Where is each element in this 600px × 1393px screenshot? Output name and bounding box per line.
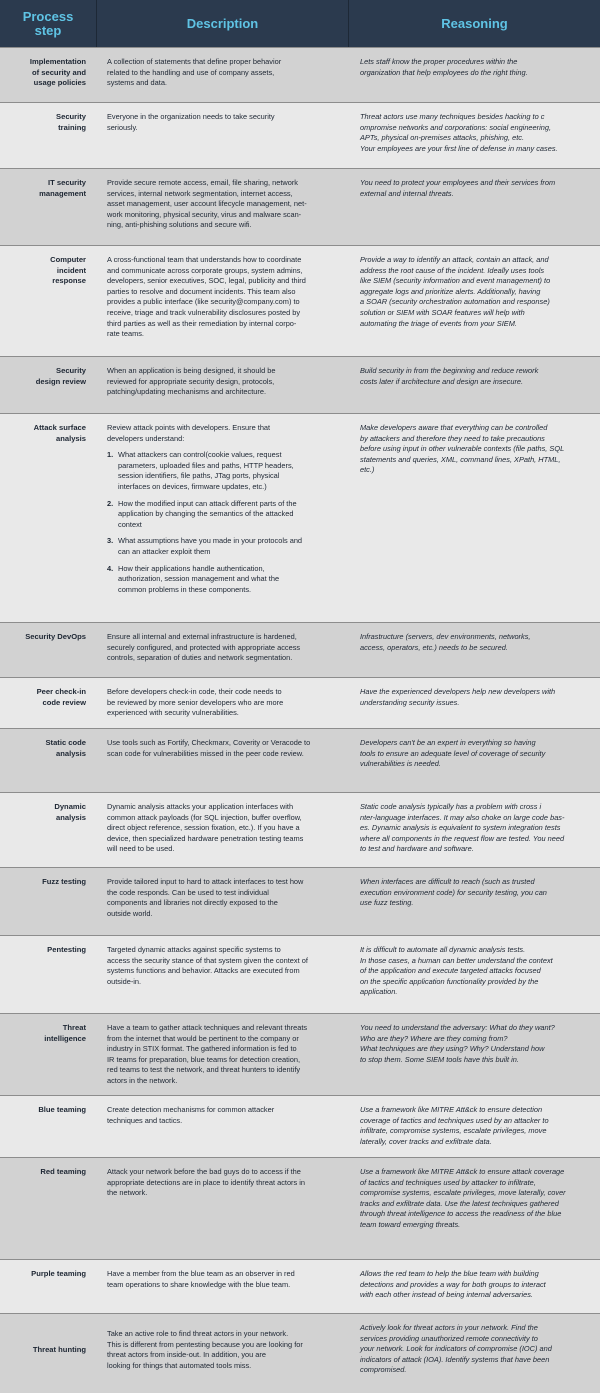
table-row: [0, 867, 600, 935]
reasoning-cell: Allows the red team to help the blue team with building detections and provides a way for both groups to interact with each other instead of being internal adversaries.: [360, 1269, 546, 1300]
row-divider: [0, 622, 600, 623]
description-cell: [107, 1329, 345, 1371]
list-item: [107, 536, 345, 557]
description-cell: [107, 255, 345, 340]
table-row: [0, 677, 600, 728]
row-divider: [0, 413, 600, 414]
description-text: A collection of statements that define proper behavior related to the handling and use of company assets, systems and data.: [107, 57, 282, 88]
header-process-step: Process step: [22, 8, 74, 38]
table-row: [0, 728, 600, 792]
description-text: Use tools such as Fortify, Checkmarx, Coverity or Veracode to scan code for vulnerabilities missed in the peer code review.: [107, 738, 311, 758]
header-divider: [96, 0, 97, 47]
description-cell: [107, 112, 345, 133]
description-cell: [107, 877, 345, 919]
reasoning-cell: Actively look for threat actors in your network. Find the services providing unauthorized remote connectivity to your network. Look for indicators of compromise (IOC) and indicators of attack (IOA). Identify systems that have been compromised.: [360, 1323, 552, 1375]
description-text: Have a team to gather attack techniques and relevant threats from the internet that would be pertinent to the company or industry in STIX format. The gathered information is fed to IR teams for preparation, blue teams for detection creation, red teams to test the network, and threat hunters to identify actors in the network.: [107, 1023, 308, 1085]
description-text: Targeted dynamic attacks against specific systems to access the security stance of that system given the context of systems functions and behavior. Attacks are executed from outside-in.: [107, 945, 308, 986]
reasoning-cell: Make developers aware that everything can be controlled by attackers and therefore they need to take precautions before using input in other vulnerable contexts (file paths, SQL statements and queries, XML, command lines, XPath, HTML, etc.): [360, 423, 565, 475]
process-step-cell: Threat hunting: [32, 1345, 86, 1354]
table-row: [0, 935, 600, 1013]
description-text: Everyone in the organization needs to take security seriously.: [107, 112, 275, 132]
list-item-text: How their applications handle authentication, authorization, session management and what the common problems in these components.: [118, 563, 280, 594]
table-row: [0, 1013, 600, 1095]
reasoning-cell: You need to protect your employees and their services from external and internal threats.: [360, 178, 556, 198]
row-divider: [0, 1095, 600, 1096]
table-row: [0, 168, 600, 245]
process-step-cell: Static code analysis: [45, 738, 86, 758]
table-row: [0, 102, 600, 168]
table-row: [0, 245, 600, 356]
process-step-cell: Security design review: [35, 366, 86, 386]
description-cell: [107, 1105, 345, 1126]
description-text: Provide secure remote access, email, file sharing, network services, internal network segmentation, internet access, asset management, user account lifecycle management, net- work monitoring, physical security, virus and malware scan- ning, anti-phishing solutions and secure wifi.: [107, 178, 307, 230]
row-divider: [0, 47, 600, 48]
description-text: Take an active role to find threat actors in your network. This is different from pentesting because you are looking for threat actors from inside-out. In addition, you are looking for things that automated tools miss.: [107, 1329, 303, 1370]
description-text: When an application is being designed, it should be reviewed for appropriate security design, protocols, patching/updating mechanisms and architecture.: [107, 366, 276, 397]
row-divider: [0, 1259, 600, 1260]
reasoning-cell: Infrastructure (servers, dev environments, networks, access, operators, etc.) needs to be secured.: [360, 632, 531, 652]
description-cell: [107, 1269, 345, 1290]
description-cell: [107, 366, 345, 398]
process-step-cell: Security training: [56, 112, 86, 132]
description-cell: [107, 802, 345, 855]
row-divider: [0, 102, 600, 103]
table-row: [0, 356, 600, 413]
process-step-cell: Dynamic analysis: [54, 802, 86, 822]
row-divider: [0, 792, 600, 793]
process-step-cell: Threat intelligence: [44, 1023, 86, 1043]
reasoning-cell: Static code analysis typically has a problem with cross i nter-language interfaces. It may also choke on large code bas- es. Dynamic analysis is equivalent to system integration tests where all components in the request flow are tested. You need to test and hardware and software.: [360, 802, 565, 854]
description-cell: [107, 1023, 345, 1087]
row-divider: [0, 867, 600, 868]
row-divider: [0, 245, 600, 246]
process-step-cell: Implementation of security and usage policies: [29, 57, 86, 87]
row-divider: [0, 1157, 600, 1158]
list-item-number: 3.: [107, 536, 114, 546]
reasoning-cell: Build security in from the beginning and reduce rework costs later if architecture and design are insecure.: [360, 366, 539, 386]
list-item-text: What attackers can control(cookie values, request parameters, uploaded files and paths, HTTP headers, session identifiers, file paths, JTag ports, physical interfaces on devices, firmware updates, etc.): [118, 450, 294, 491]
table-header: [0, 0, 600, 47]
row-divider: [0, 356, 600, 357]
table-row: [0, 1157, 600, 1259]
process-step-cell: Pentesting: [47, 945, 86, 954]
description-text: Create detection mechanisms for common attacker techniques and tactics.: [107, 1105, 275, 1125]
description-text: Before developers check-in code, their code needs to be reviewed by more senior developers who are more experienced with security vulnerabilities.: [107, 687, 284, 718]
row-divider: [0, 677, 600, 678]
description-text: Provide tailored input to hard to attack interfaces to test how the code responds. Can be used to test individual components and libraries not directly exposed to the outside world.: [107, 877, 304, 918]
list-item: [107, 450, 345, 492]
description-text: Review attack points with developers. Ensure that developers understand:: [107, 423, 271, 443]
list-item-text: What assumptions have you made in your protocols and can an attacker exploit them: [118, 536, 303, 556]
header-divider: [348, 0, 349, 47]
reasoning-cell: You need to understand the adversary: What do they want? Who are they? Where are they coming from? What techniques are they using? Why? Understand how to stop them. Some SIEM tools have this built in.: [360, 1023, 555, 1064]
reasoning-cell: Use a framework like MITRE Att&ck to ensure detection coverage of tactics and techniques used by an attacker to infiltrate, compromise systems, escalate privileges, move laterally, cover tracks and exfiltrate data.: [360, 1105, 549, 1146]
reasoning-cell: When interfaces are difficult to reach (such as trusted execution environment code) for security testing, you can use fuzz testing.: [360, 877, 547, 908]
description-text: Dynamic analysis attacks your application interfaces with common attack payloads (for SQL injection, buffer overflow, direct object reference, session fixation, etc.). If you have a device, then specialized hardware penetration testing teams will need to be used.: [107, 802, 304, 854]
list-item-number: 1.: [107, 450, 114, 460]
description-cell: [107, 178, 345, 231]
description-cell: [107, 738, 345, 759]
reasoning-cell: Developers can't be an expert in everything so having tools to ensure an adequate level of coverage of security vulnerabilities is needed.: [360, 738, 546, 769]
description-cell: [107, 423, 345, 601]
table-row: [0, 413, 600, 622]
header-reasoning: Reasoning: [441, 15, 508, 31]
reasoning-cell: Have the experienced developers help new developers with understanding security issues.: [360, 687, 556, 707]
description-text: Have a member from the blue team as an observer in red team operations to share knowledge with the blue team.: [107, 1269, 295, 1289]
table-row: [0, 1095, 600, 1157]
description-cell: [107, 945, 345, 987]
row-divider: [0, 168, 600, 169]
row-divider: [0, 728, 600, 729]
process-step-cell: Purple teaming: [31, 1269, 86, 1278]
reasoning-cell: It is difficult to automate all dynamic analysis tests. In those cases, a human can better understand the context of the application and execute targeted attacks focused on the specific application functionality provided by the application.: [360, 945, 553, 997]
process-step-cell: Fuzz testing: [42, 877, 86, 886]
list-item-text: How the modified input can attack different parts of the application by changing the semantics of the attacked context: [118, 498, 297, 529]
reasoning-cell: Use a framework like MITRE Att&ck to ensure attack coverage of tactics and techniques used by attacker to infiltrate, compromise systems, escalate privileges, move laterally, cover tracks and exfiltrate data. Use the latest techniques gathered through threat intelligence to access the readiness of the blue team toward emerging threats.: [360, 1167, 566, 1229]
row-divider: [0, 935, 600, 936]
process-step-cell: Peer check-in code review: [36, 687, 86, 707]
description-cell: [107, 632, 345, 664]
process-step-cell: Security DevOps: [25, 632, 86, 641]
reasoning-cell: Lets staff know the proper procedures within the organization that help employees do the right thing.: [360, 57, 528, 77]
reasoning-cell: Provide a way to identify an attack, contain an attack, and address the root cause of the incident. Ideally uses tools like SIEM (security information and event management) to aggregate logs and prioritize alerts. Additionally, having a SOAR (security orchestration automation and response) solution or SIEM with SOAR features will help with automating the triage of events from your SIEM.: [360, 255, 551, 328]
process-step-cell: Blue teaming: [38, 1105, 86, 1114]
description-list: [107, 450, 345, 595]
row-divider: [0, 1013, 600, 1014]
table-row: [0, 622, 600, 677]
description-cell: [107, 1167, 345, 1199]
list-item-number: 4.: [107, 563, 114, 573]
table-row: [0, 792, 600, 867]
row-divider: [0, 1313, 600, 1314]
list-item-number: 2.: [107, 498, 114, 508]
process-step-cell: Attack surface analysis: [33, 423, 86, 443]
table-row: [0, 47, 600, 102]
table-row: [0, 1259, 600, 1313]
list-item: [107, 499, 345, 531]
description-cell: [107, 57, 345, 89]
description-text: A cross-functional team that understands how to coordinate and communicate across corporate groups, system admins, developers, senior executives, SOC, legal, publicity and third parties to resolve and document incidents. This team also provides a public interface (like security@company.com) to receive, triage and track vulnerability disclosures posted by third parties as well as their remediation by internal corpo- rate teams.: [107, 255, 306, 339]
reasoning-cell: Threat actors use many techniques besides hacking to c ompromise networks and corporations: social engineering, APTs, physical on-premises attacks, phishing, etc. Your employees are your first line of defense in many cases.: [360, 112, 558, 153]
description-cell: [107, 687, 345, 719]
table-row: [0, 1313, 600, 1393]
header-description: Description: [186, 15, 259, 31]
process-step-cell: IT security management: [39, 178, 86, 198]
list-item: [107, 564, 345, 596]
process-step-cell: Red teaming: [40, 1167, 86, 1176]
description-text: Ensure all internal and external infrastructure is hardened, securely configured, and protected with appropriate access controls, separation of duties and network segmentation.: [107, 632, 301, 663]
description-text: Attack your network before the bad guys do to access if the appropriate detections are in place to identify threat actors in the network.: [107, 1167, 306, 1198]
process-step-cell: Computer incident response: [50, 255, 86, 285]
